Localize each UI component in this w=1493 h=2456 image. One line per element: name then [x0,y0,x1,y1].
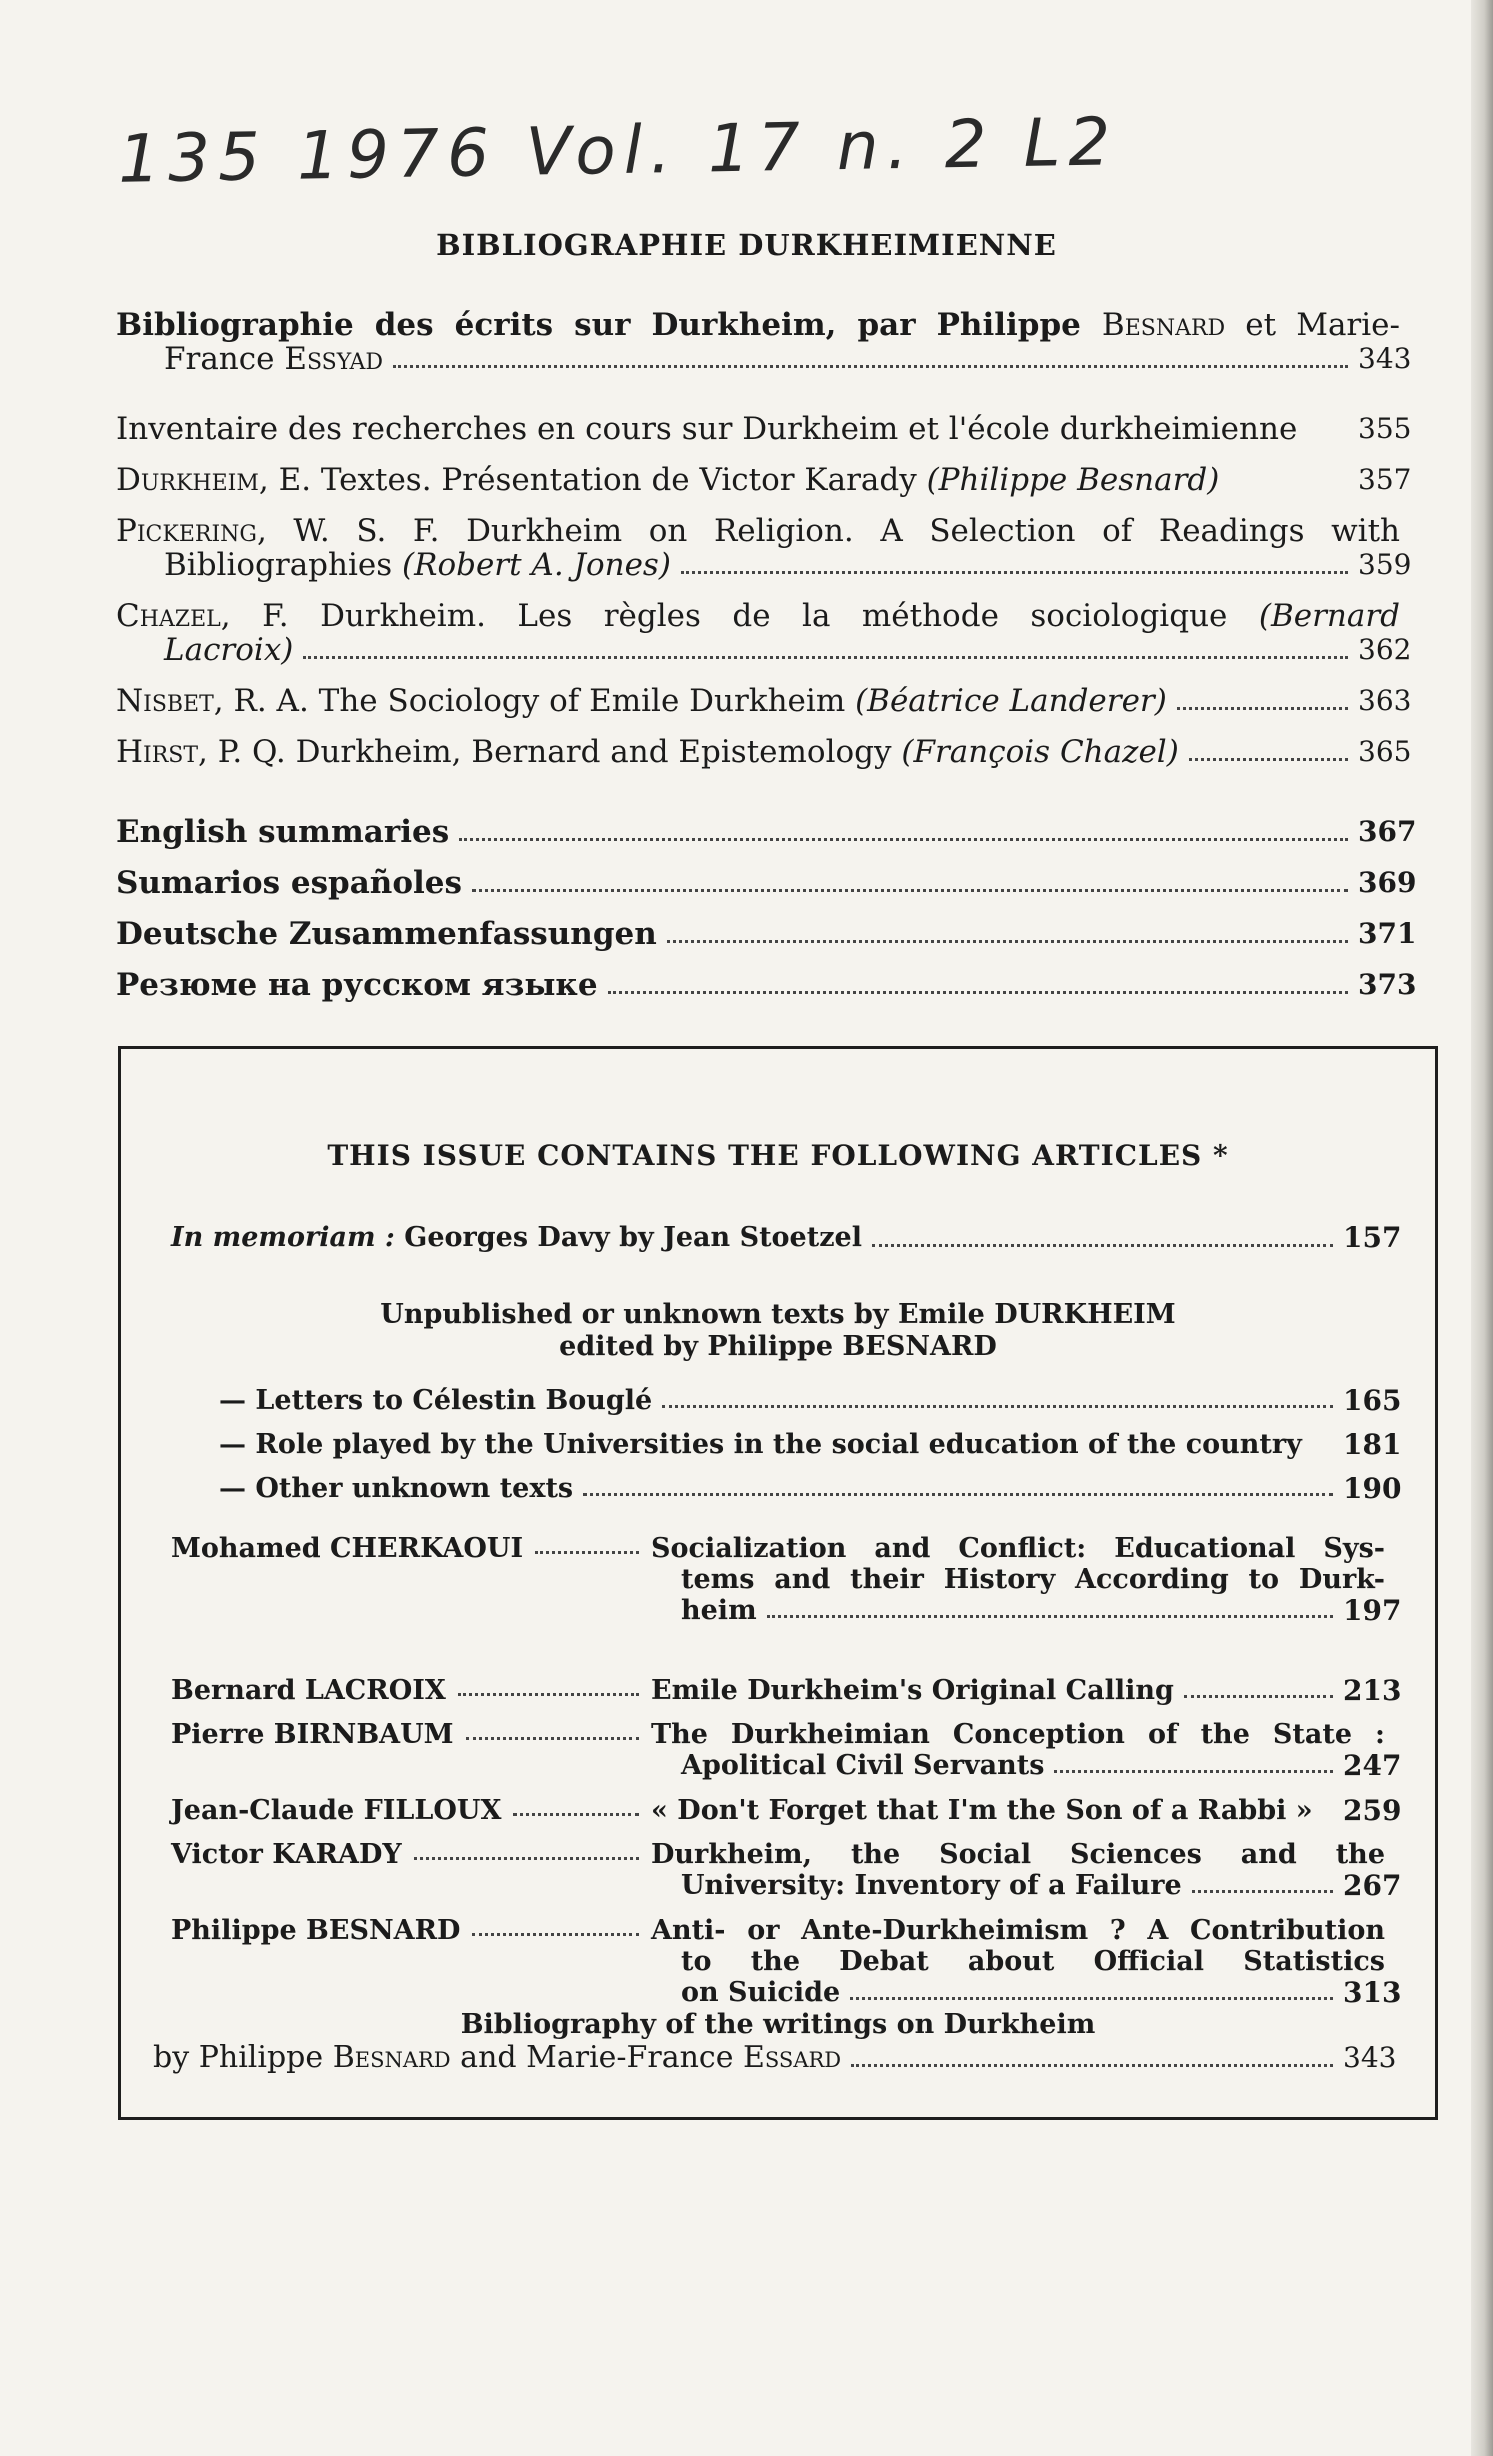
author-name: Victor KARADY [171,1839,402,1870]
toc-entry-durkheim-textes [116,462,1412,498]
toc-entry-inventaire [116,411,1412,447]
article-row [171,1533,1402,1627]
reviewer-name: (François Chazel) [901,734,1179,770]
article-title-last [651,1594,1402,1627]
article-title-last [651,1749,1402,1782]
article-title-line: to the Debat about Official Statistics [681,1946,1385,1977]
article-row [171,1794,1402,1827]
dot-leader [1177,707,1348,710]
entry-text: P. Q. Durkheim, Bernard and Epistemology [207,734,902,770]
page-number: 181 [1343,1428,1402,1461]
dot-leader [667,940,1348,943]
author-name: Besnard [1101,307,1226,343]
page-number: 190 [1343,1472,1402,1505]
page-number: 367 [1358,815,1417,848]
reviewer-name: (Béatrice Landerer) [855,683,1167,719]
page-number: 165 [1343,1384,1402,1417]
author-name: Pierre BIRNBAUM [171,1719,454,1750]
entry-text: Sumarios españoles [116,865,462,901]
entry-text: on Suicide [681,1977,841,2008]
author-name: Mohamed CHERKAOUI [171,1533,524,1564]
entry-text: Georges Davy by Jean Stoetzel [394,1222,862,1253]
bibliography-line [153,2040,1397,2075]
page-number: 343 [1343,2041,1397,2074]
handwritten-annotation: 135 1976 Vol. 17 n. 2 L2 [117,103,1119,198]
dot-leader [393,365,1348,368]
unpublished-list [171,1384,1402,1505]
author-name: Pickering, [116,513,267,549]
entry-text: by Philippe [153,2040,333,2075]
english-contents-box [118,1046,1438,2120]
entry-text: R. A. The Sociology of Emile Durkheim [223,683,856,719]
entry-text: Bibliographie des écrits sur Durkheim, par Philippe [116,307,1081,343]
heading-line: edited by Philippe BESNARD [559,1331,997,1362]
toc-entry-summary [116,916,1417,952]
dot-leader [1054,1770,1333,1773]
article-title-last [651,1674,1402,1707]
author-name: Besnard [332,2040,451,2075]
reviewer-name: (Robert A. Jones) [402,547,671,583]
author-name: Jean-Claude FILLOUX [171,1795,502,1826]
page-number: 247 [1343,1749,1402,1782]
reviewer-name: Lacroix) [164,632,294,668]
page-number: 369 [1358,866,1417,899]
dot-leader [466,1719,639,1740]
author-name: Chazel, [116,598,231,634]
dot-leader [414,1839,639,1860]
article-row [171,1719,1402,1782]
page-number: 355 [1358,412,1412,445]
heading-line: Unpublished or unknown texts by Emile DURKHEIM [380,1299,1176,1330]
article-title-line: Socialization and Conflict: Educational Sys- [651,1533,1385,1564]
article-title-line: tems and their History According to Durk- [681,1564,1385,1595]
dot-leader [583,1493,1333,1496]
dot-leader [1184,1695,1333,1698]
dot-leader [472,889,1348,892]
page-edge [1471,0,1493,2456]
page-number: 157 [1343,1221,1402,1254]
page-number: 343 [1358,342,1412,375]
page-number: 259 [1343,1794,1402,1827]
entry-text: Apolitical Civil Servants [681,1750,1045,1781]
toc-entry-hirst [116,734,1412,770]
dot-leader [1189,758,1348,761]
dot-leader [513,1795,639,1816]
page-number: 359 [1358,548,1412,581]
dot-leader [767,1615,1333,1618]
bibliography-entry [153,2009,1397,2075]
toc-entry-chazel [116,598,1412,668]
dot-leader [662,1405,1333,1408]
page-number: 357 [1358,463,1412,496]
dot-leader [472,1915,639,1936]
dot-leader [535,1533,639,1554]
article-title-line: Durkheim, the Social Sciences and the [651,1839,1385,1870]
author-name: Nisbet, [116,683,224,719]
article-title-line: Anti- or Ante-Durkheimism ? A Contribution [651,1915,1385,1946]
entry-text: F. Durkheim. Les règles de la méthode sociologique [230,598,1259,634]
box-title: THIS ISSUE CONTAINS THE FOLLOWING ARTICLES * [327,1139,1229,1172]
entry-text: E. Textes. Présentation de Victor Karady [268,462,927,498]
dot-leader [850,1997,1333,2000]
entry-text: « Don't Forget that I'm the Son of a Rabbi » [651,1795,1313,1826]
entry-text: Deutsche Zusammenfassungen [116,916,657,952]
reviewer-name: (Bernard [1258,598,1400,634]
entry-text: Emile Durkheim's Original Calling [651,1675,1174,1706]
list-item [171,1428,1402,1461]
list-item [171,1472,1402,1505]
dot-leader [681,571,1348,574]
article-row [171,1839,1402,1902]
entry-text: — Letters to Célestin Bouglé [219,1385,653,1416]
toc-entry-pickering [116,513,1412,583]
author-name: Essard [743,2040,842,2075]
toc-entry-nisbet [116,683,1412,719]
toc-entry-bibliographie [116,307,1412,377]
page-number: 371 [1358,917,1417,950]
page-number: 373 [1358,968,1417,1001]
entry-text: Inventaire des recherches en cours sur Durkheim et l'école durkheimienne [116,411,1298,447]
author-name: Durkheim, [116,462,269,498]
dot-leader [608,991,1348,994]
article-title-last [651,1794,1402,1827]
table-of-contents [116,307,1417,1003]
page-number: 267 [1343,1869,1402,1902]
page-number: 363 [1358,684,1412,717]
dot-leader [303,656,1348,659]
unpublished-heading [171,1299,1385,1363]
entry-text: and Marie-France [450,2040,744,2075]
dot-leader [1192,1890,1333,1893]
toc-entry-summary [116,865,1417,901]
article-row [171,1915,1402,2009]
memoriam-entry [171,1221,1402,1255]
entry-text: heim [681,1595,757,1626]
entry-text: English summaries [116,814,450,850]
author-name: Essyad [284,341,384,377]
article-title-last [651,1976,1402,2009]
entry-text: et Marie- [1225,307,1400,343]
toc-entry-summary [116,967,1417,1003]
entry-text: France [164,341,285,377]
page-number: 365 [1358,735,1412,768]
entry-text: University: Inventory of a Failure [681,1870,1182,1901]
entry-text: — Role played by the Universities in the social education of the country [219,1429,1302,1460]
author-name: Hirst, [116,734,208,770]
reviewer-name: (Philippe Besnard) [926,462,1220,498]
entry-text: W. S. F. Durkheim on Religion. A Selection of Readings with [266,513,1400,549]
bibliography-line: Bibliography of the writings on Durkheim [460,2009,1096,2040]
section-title: BIBLIOGRAPHIE DURKHEIMIENNE [436,228,1057,262]
page-number: 213 [1343,1674,1402,1707]
dot-leader [851,2064,1333,2067]
toc-entry-summary [116,814,1417,850]
article-title-line: The Durkheimian Conception of the State : [651,1719,1385,1750]
article-row [171,1674,1402,1707]
author-name: Philippe BESNARD [171,1915,461,1946]
page-number: 313 [1343,1976,1402,2009]
entry-text: Bibliographies [164,547,403,583]
entry-text: In memoriam : [171,1222,395,1253]
author-name: Bernard LACROIX [171,1675,446,1706]
article-title-last [651,1869,1402,1902]
page-number: 362 [1358,633,1412,666]
dot-leader [459,838,1348,841]
dot-leader [458,1675,639,1696]
list-item [171,1384,1402,1417]
page-number: 197 [1343,1594,1402,1627]
entry-text: Резюме на русском языке [116,967,598,1003]
entry-text: — Other unknown texts [219,1473,574,1504]
dot-leader [872,1244,1333,1247]
